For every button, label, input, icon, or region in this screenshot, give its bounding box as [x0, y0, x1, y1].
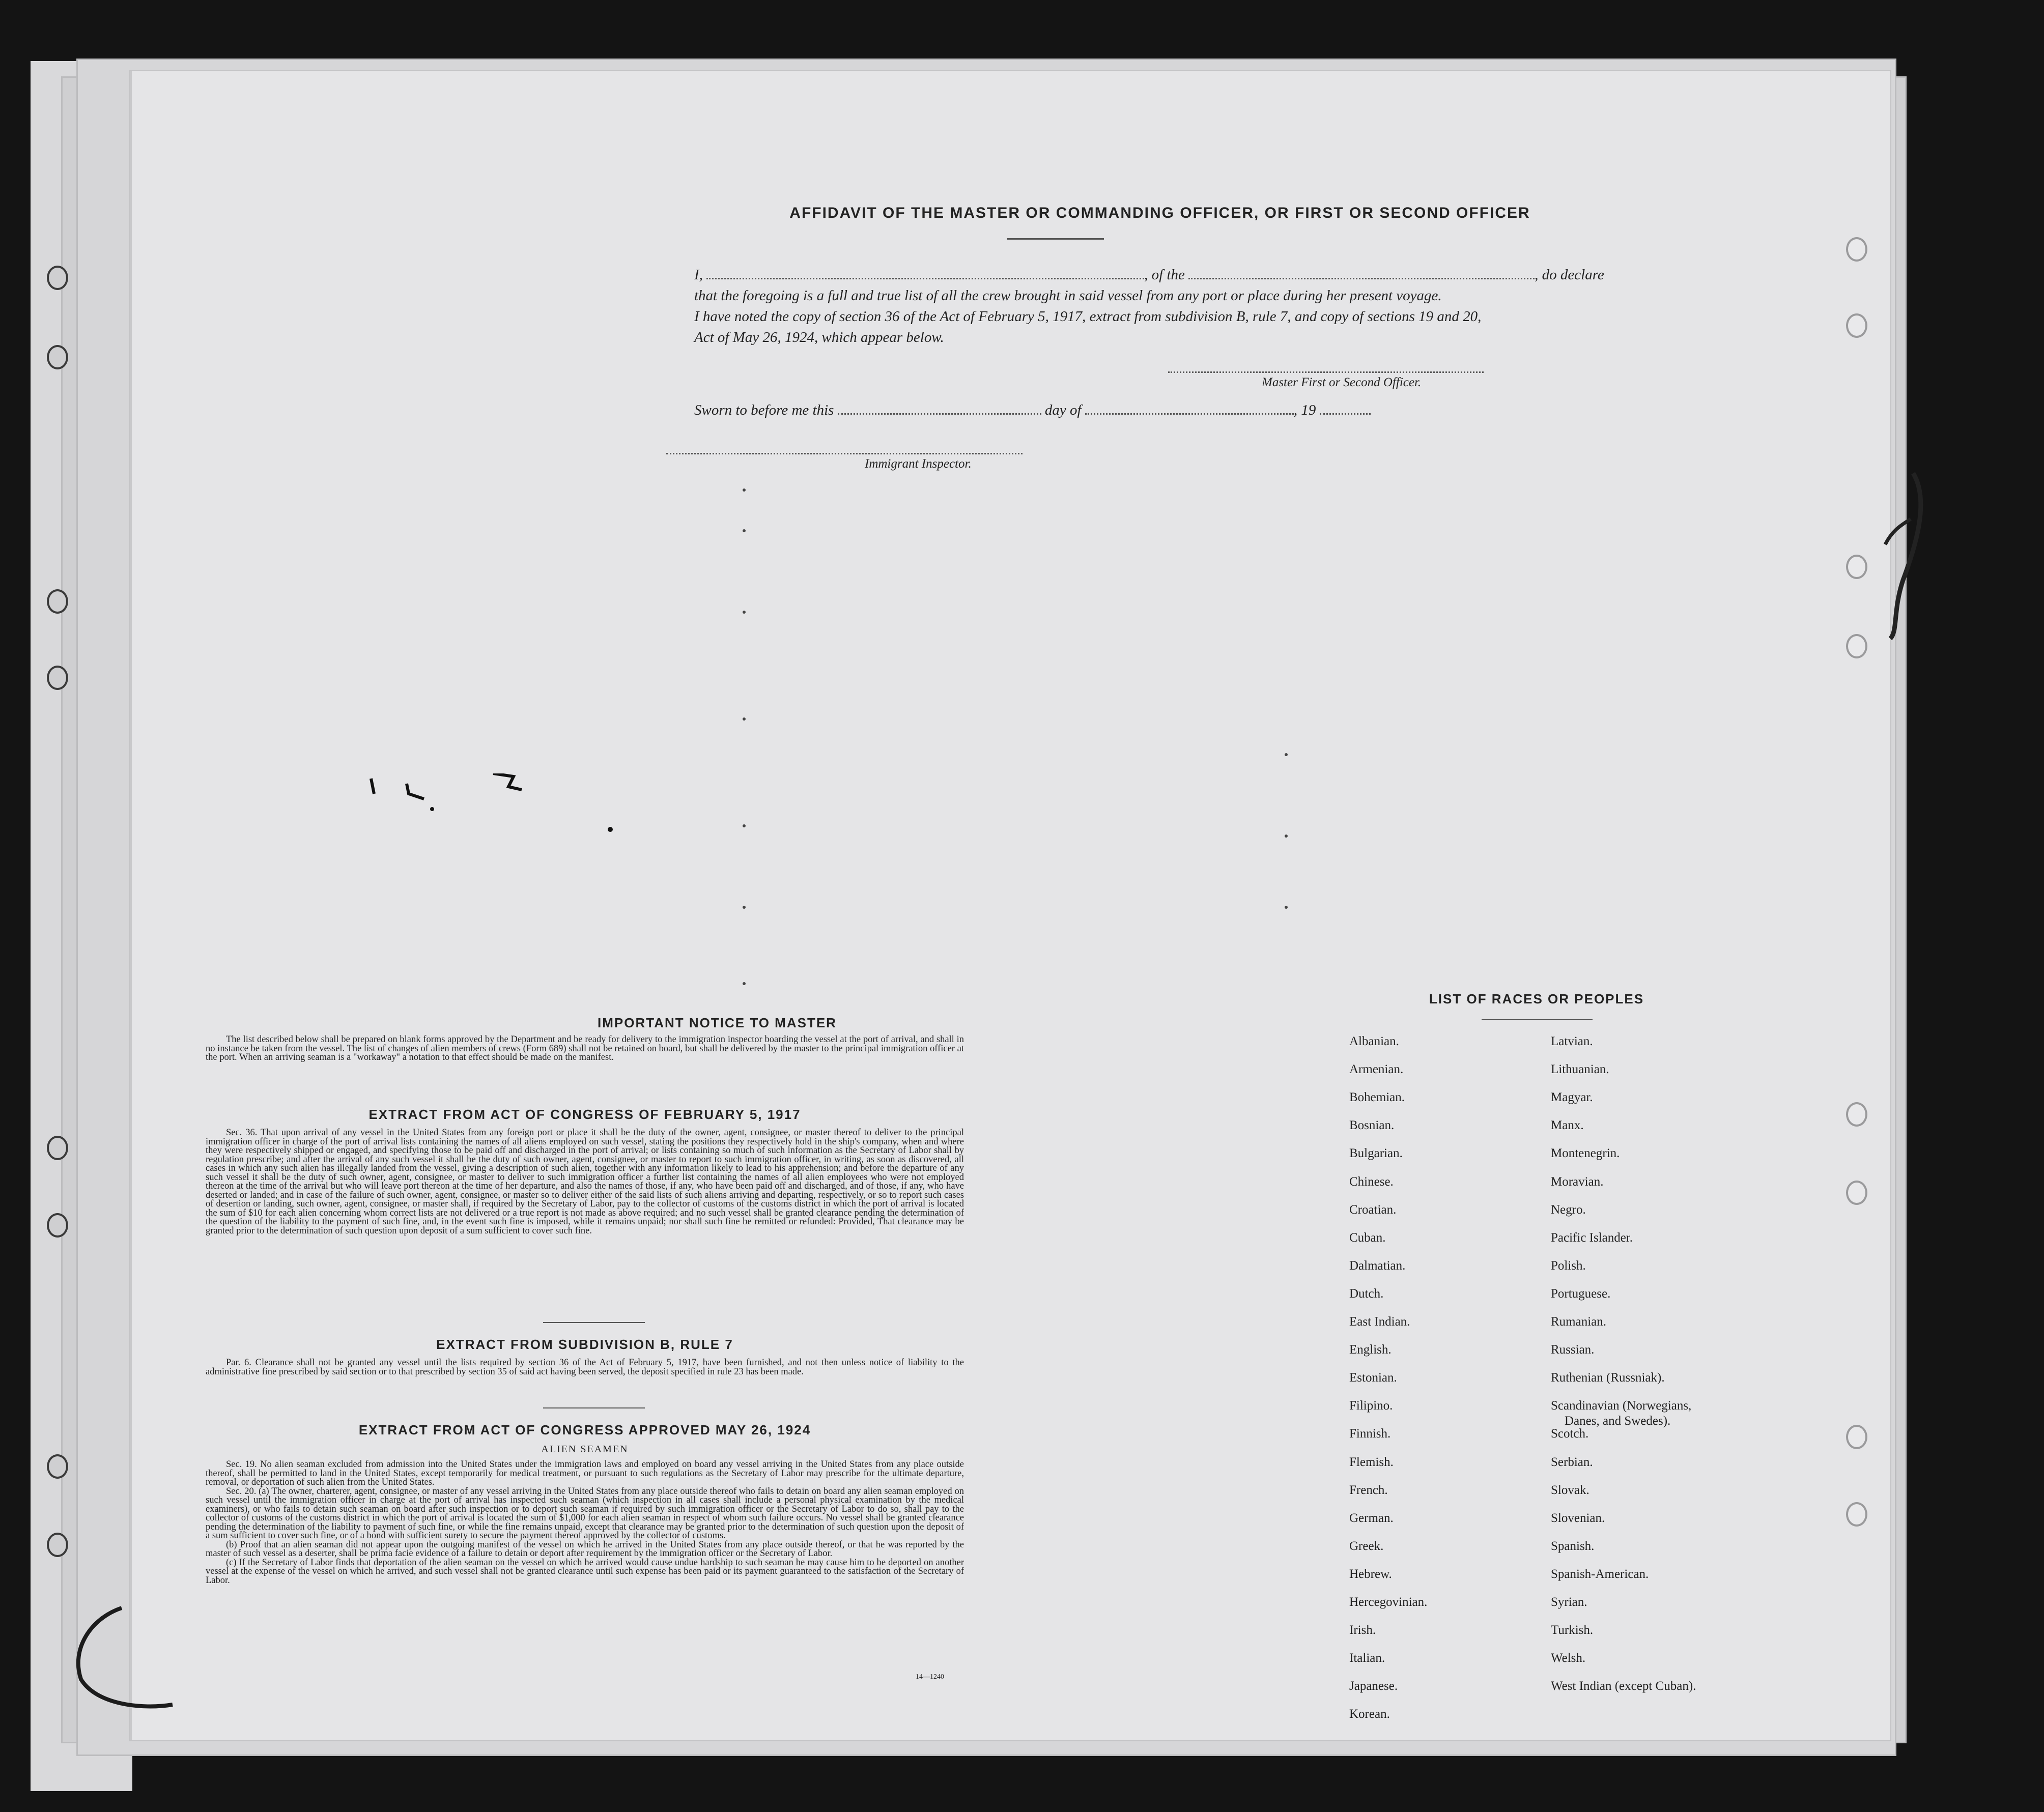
race-item: Serbian.: [1551, 1455, 1593, 1469]
race-item: Rumanian.: [1551, 1315, 1607, 1329]
race-item: Hebrew.: [1349, 1567, 1392, 1581]
declaration-text: , do declare: [1535, 267, 1604, 283]
binder-hole-icon: [47, 345, 68, 369]
race-item: Portuguese.: [1551, 1286, 1611, 1301]
race-item: Cuban.: [1349, 1230, 1386, 1245]
vessel-blank: [1188, 267, 1535, 279]
binder-hole-icon: [47, 589, 68, 614]
stray-mark: [1285, 835, 1288, 838]
race-item: Flemish.: [1349, 1455, 1394, 1469]
race-item: Welsh.: [1551, 1651, 1586, 1665]
binder-hole-icon: [1846, 555, 1867, 579]
race-item: Finnish.: [1349, 1427, 1391, 1441]
race-item: East Indian.: [1349, 1315, 1410, 1329]
extract-1917-body: [206, 1129, 964, 1235]
binder-hole-icon: [47, 1213, 68, 1238]
pencil-scribble: [61, 1598, 183, 1715]
affidavit-declaration: [694, 265, 1638, 348]
title-underline: [1007, 238, 1104, 240]
race-item: West Indian (except Cuban).: [1551, 1679, 1696, 1693]
notice-paragraph: The list described below shall be prepared on blank forms approved by the Department and be ready for delivery to the immigration inspector boarding the vessel at the port of arrival, and shall in no instance be taken from the vessel. The list of changes of alien members of crews (Form 689) shall not be retained on board, but shall be delivered by the master to the principal immigration officer at the port. When an arriving seaman is a "workaway" a notation to that effect should be made on the manifest.: [206, 1034, 964, 1062]
races-title-underline: [1482, 1019, 1593, 1020]
inspector-signature-caption: Immigrant Inspector.: [865, 457, 972, 471]
race-item: Armenian.: [1349, 1062, 1404, 1077]
race-item: Danes, and Swedes).: [1565, 1414, 1671, 1428]
declaration-text: , of the: [1144, 267, 1185, 283]
stray-mark: [743, 529, 746, 532]
binder-hole-icon: [47, 1136, 68, 1160]
stray-mark: [743, 717, 746, 721]
race-item: Spanish.: [1551, 1539, 1595, 1553]
master-signature-line: [1168, 371, 1484, 373]
extract-1924-body: [206, 1460, 964, 1585]
master-signature-caption: Master First or Second Officer.: [1262, 376, 1422, 389]
declaration-line-2: that the foregoing is a full and true list of all the crew brought in said vessel from any port or place during her present voyage.: [694, 287, 1442, 304]
race-item: Japanese.: [1349, 1679, 1398, 1693]
race-item: Polish.: [1551, 1258, 1586, 1273]
notice-body: [206, 1036, 964, 1062]
stray-mark: [743, 488, 746, 492]
pencil-scribble: [1883, 468, 1928, 641]
section-20c-paragraph: (c) If the Secretary of Labor finds that deportation of the alien seaman on the vessel on which he arrived would cause undue hardship to such seaman he may cause him to be deported on another vessel at the expense of the vessel on which he arrived, and such vessel shall not be granted clearance until such expense has been paid or its payment guaranteed to the satisfaction of the Secretary of Labor.: [206, 1557, 964, 1586]
stray-mark: [743, 982, 746, 985]
race-item: Italian.: [1349, 1651, 1385, 1665]
race-item: Greek.: [1349, 1539, 1384, 1553]
race-item: Dutch.: [1349, 1286, 1384, 1301]
race-item: Bosnian.: [1349, 1118, 1395, 1133]
declaration-text: I,: [694, 267, 703, 283]
race-item: Croatian.: [1349, 1202, 1397, 1217]
race-item: Bulgarian.: [1349, 1146, 1403, 1161]
declaration-line-4: Act of May 26, 1924, which appear below.: [694, 329, 944, 346]
inspector-signature-line: [666, 453, 1023, 454]
stray-ink-marks: [361, 773, 646, 845]
extract-1924-title: EXTRACT FROM ACT OF CONGRESS APPROVED MAY 26, 1924: [358, 1422, 811, 1437]
binder-hole-icon: [1846, 634, 1867, 658]
declaration-line-1: [694, 265, 1638, 285]
rule-7-title: EXTRACT FROM SUBDIVISION B, RULE 7: [436, 1337, 733, 1352]
race-item: Scandinavian (Norwegians,: [1551, 1399, 1692, 1413]
races-title: LIST OF RACES OR PEOPLES: [1429, 991, 1644, 1006]
race-item: Dalmatian.: [1349, 1258, 1406, 1273]
affidavit-title: AFFIDAVIT OF THE MASTER OR COMMANDING OFFICER, OR FIRST OR SECOND OFFICER: [789, 205, 1530, 221]
sworn-year-blank: [1320, 402, 1371, 415]
stray-mark: [1285, 753, 1288, 756]
binder-hole-icon: [1846, 1502, 1867, 1527]
race-item: Pacific Islander.: [1551, 1230, 1633, 1245]
binder-hole-icon: [1846, 237, 1867, 262]
section-20b-paragraph: (b) Proof that an alien seaman did not appear upon the outgoing manifest of the vessel on which he arrived in the United States from any place outside thereof, or that he was reported by the master of such vessel as a deserter, shall be prima facie evidence of a failure to detain or deport after requirement by the immigration officer or the Secretary of Labor.: [206, 1539, 964, 1559]
form-number: 14—1240: [916, 1673, 944, 1681]
race-item: Estonian.: [1349, 1371, 1397, 1385]
alien-seamen-subtitle: ALIEN SEAMEN: [541, 1444, 629, 1455]
race-item: Montenegrin.: [1551, 1146, 1620, 1161]
stray-mark: [743, 906, 746, 909]
race-item: Lithuanian.: [1551, 1062, 1609, 1077]
race-item: Spanish-American.: [1551, 1567, 1649, 1581]
race-item: French.: [1349, 1483, 1388, 1497]
name-blank: [706, 267, 1144, 279]
binder-hole-icon: [1846, 1181, 1867, 1205]
rule-7-paragraph: Par. 6. Clearance shall not be granted any vessel until the lists required by section 36 of the Act of February 5, 1917, have been furnished, and not then unless notice of liability to the administrative fine prescribed by said section or to that prescribed by section 35 of said act having been served, the deposit specified in rule 23 has been made.: [206, 1358, 964, 1377]
section-19-paragraph: Sec. 19. No alien seaman excluded from admission into the United States under the immigration laws and employed on board any vessel arriving in the United States from any place outside thereof, shall be permitted to land in the United States, except temporarily for medical treatment, or pursuant to such regulations as the Secretary of Labor may prescribe for the ultimate departure, removal, or deportation of such alien from the United States.: [206, 1459, 964, 1487]
race-item: Syrian.: [1551, 1595, 1587, 1609]
sworn-text: day of: [1044, 402, 1082, 418]
sworn-day-blank: [838, 402, 1041, 415]
binder-hole-icon: [47, 1533, 68, 1557]
binder-hole-icon: [47, 1454, 68, 1479]
race-item: Irish.: [1349, 1623, 1376, 1637]
race-item: Magyar.: [1551, 1090, 1593, 1105]
section-36-paragraph: Sec. 36. That upon arrival of any vessel in the United States from any foreign port or place it shall be the duty of the owner, agent, consignee, or master thereof to deliver to the principal immigration officer in charge of the port of arrival lists containing the names of all aliens employed on such vessel, stating the positions they respectively hold in the ship's company, when and where they were respectively shipped or engaged, and specifying those to be paid off and discharged in the port of arrival; or lists containing so much of such information as the Secretary of Labor shall by regulation prescribe; and after the arrival of any such vessel it shall be the duty of such owner, agent, consignee, or master to report to such immigration officer, in writing, as soon as discovered, all cases in which any such alien has illegally landed from the vessel, giving a description of such alien, together with any information likely to lead to his apprehension; and before the departure of any such vessel it shall be the duty of such owner, agent, consignee, or master to deliver to such immigration officer a further list containing the names of all alien employees who were not employed thereon at the time of the arrival but who will leave port thereon at the time of her departure, and also the names of those, if any, who have been paid off and discharged, and of those, if any, who have deserted or landed; and in case of the failure of such owner, agent, consignee, or master so to deliver either of the said lists of such aliens arriving and departing, respectively, or so to report such cases of desertion or landing, such owner, agent, consignee, or master shall, if required by the Secretary of Labor, pay to the collector of customs of the customs district in which the port of arrival is located the sum of $10 for each alien concerning whom correct lists are not delivered or a true report is not made as above required; and no such vessel shall be granted clearance pending the determination of the question of the liability to the payment of such fine, and, in the event such fine is imposed, while it remains unpaid; nor shall such fine be remitted or refunded: Provided, That clearance may be granted prior to the determination of such question upon deposit of a sum sufficient to cover such fine.: [206, 1128, 964, 1236]
extract-1917-title: EXTRACT FROM ACT OF CONGRESS OF FEBRUARY 5, 1917: [368, 1107, 801, 1122]
stray-mark: [743, 611, 746, 614]
binder-hole-icon: [1846, 1102, 1867, 1127]
binder-hole-icon: [1846, 1425, 1867, 1449]
race-item: Korean.: [1349, 1707, 1390, 1721]
sworn-text: Sworn to before me this: [694, 402, 834, 418]
sworn-line: [694, 402, 1371, 419]
race-item: Negro.: [1551, 1202, 1586, 1217]
race-item: Latvian.: [1551, 1034, 1593, 1048]
race-item: English.: [1349, 1343, 1392, 1357]
sworn-month-blank: [1085, 402, 1294, 415]
race-item: German.: [1349, 1511, 1394, 1525]
race-item: Bohemian.: [1349, 1090, 1405, 1105]
section-divider: [543, 1322, 645, 1323]
race-item: Filipino.: [1349, 1399, 1393, 1413]
binder-hole-icon: [47, 666, 68, 690]
race-item: Manx.: [1551, 1118, 1584, 1133]
section-20a-paragraph: Sec. 20. (a) The owner, charterer, agent, consignee, or master of any vessel arriving in the United States from any place outside thereof who fails to detain on board any alien seaman employed on such vessel until the immigration officer in charge at the port of arrival has inspected such seaman (which inspection in all cases shall include a personal physical examination by the medical examiners), or who fails to detain such seaman on board after such inspection or to deport such seaman if required by such immigration officer or the Secretary of Labor to do so, shall pay to the collector of customs of the customs district in which the port of arrival is located the sum of $1,000 for each alien seaman in respect of whom such failure occurs. No vessel shall be granted clearance pending the determination of the liability to payment of such fine, or while the fine remains unpaid, except that clearance may be granted prior to the determination of such question upon the deposit of a sum sufficient to cover such fine, or of a bond with sufficient surety to secure the payment thereof approved by the collector of customs.: [206, 1486, 964, 1541]
race-item: Turkish.: [1551, 1623, 1594, 1637]
race-item: Slovenian.: [1551, 1511, 1605, 1525]
binder-hole-icon: [1846, 313, 1867, 338]
stray-mark: [743, 824, 746, 827]
binder-hole-icon: [47, 266, 68, 290]
manifest-back-page: [130, 71, 1890, 1740]
rule-7-body: [206, 1359, 964, 1376]
race-item: Ruthenian (Russniak).: [1551, 1371, 1665, 1385]
race-item: Albanian.: [1349, 1034, 1399, 1048]
notice-title: IMPORTANT NOTICE TO MASTER: [598, 1015, 837, 1030]
stray-mark: [1285, 906, 1288, 909]
sworn-text: , 19: [1293, 402, 1316, 418]
declaration-line-3: I have noted the copy of section 36 of the Act of February 5, 1917, extract from subdivision B, rule 7, and copy of sections 19 and 20,: [694, 308, 1482, 325]
race-item: Hercegovinian.: [1349, 1595, 1428, 1609]
race-item: Chinese.: [1349, 1174, 1394, 1189]
section-divider: [543, 1407, 645, 1408]
race-item: Russian.: [1551, 1343, 1595, 1357]
race-item: Slovak.: [1551, 1483, 1589, 1497]
race-item: Moravian.: [1551, 1174, 1604, 1189]
race-item: Scotch.: [1551, 1427, 1589, 1441]
